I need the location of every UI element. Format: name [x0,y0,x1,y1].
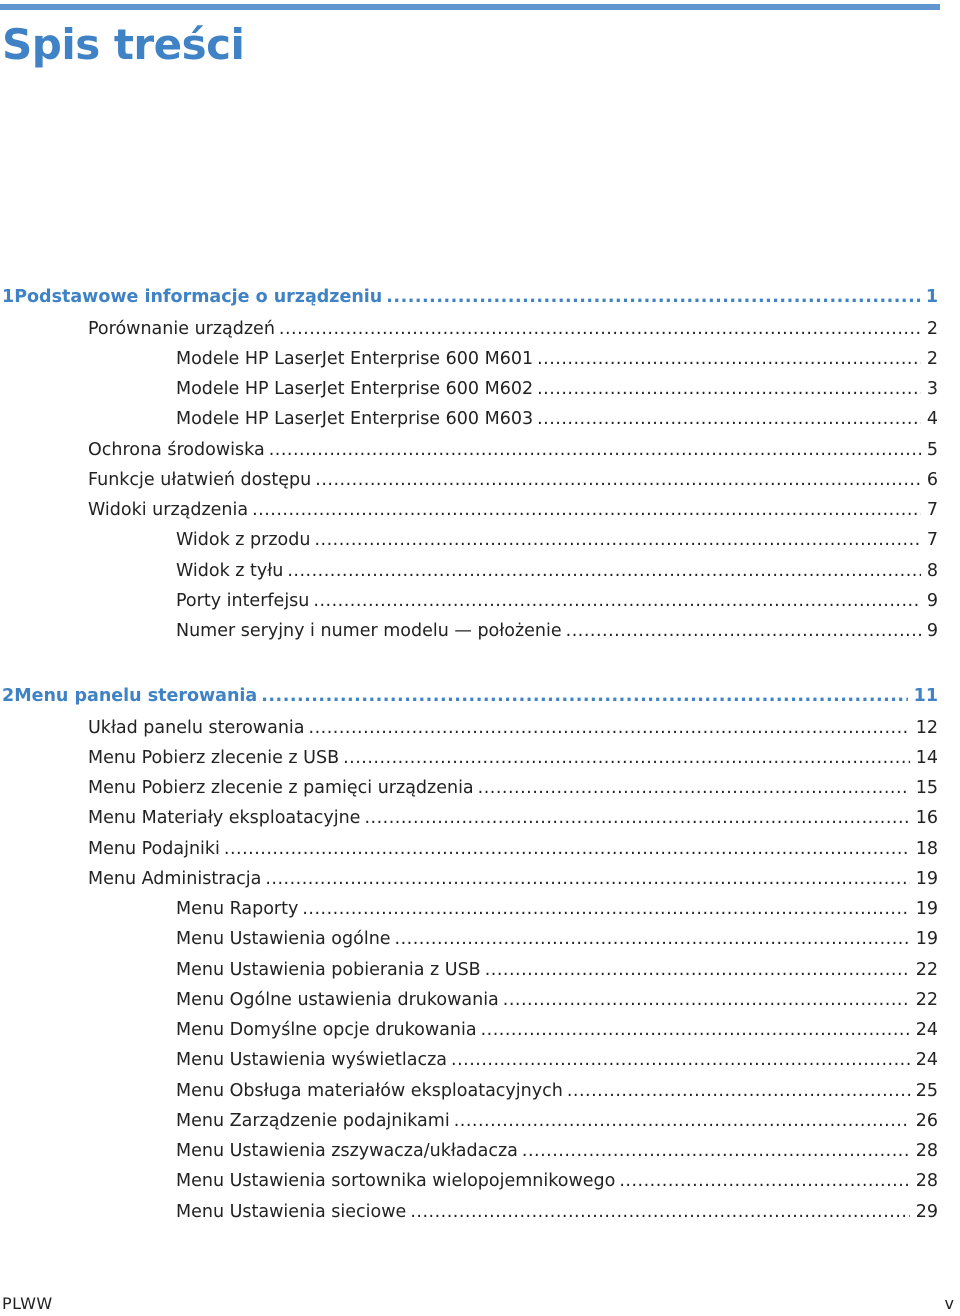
page-number: 9 [926,591,938,611]
dot-leader [313,586,920,616]
toc-entry-label: Modele HP LaserJet Enterprise 600 M602 [176,379,534,399]
toc-entry[interactable] [176,894,938,924]
toc-entry[interactable] [176,1106,938,1136]
page-number: 12 [915,718,938,738]
toc-entry[interactable] [88,773,938,803]
toc-entry[interactable] [176,1136,938,1166]
toc-entry-label: Menu Ustawienia sortownika wielopojemnikowego [176,1171,616,1191]
page-number: 7 [926,500,938,520]
toc-entry-label: Porównanie urządzeń [88,319,275,339]
dot-leader [522,1136,910,1166]
footer-page-number: v [944,1294,954,1313]
chapter-title: Podstawowe informacje o urządzeniu [14,287,383,307]
page-number: 24 [915,1020,938,1040]
toc-entry[interactable] [176,374,938,404]
dot-leader [224,834,910,864]
page-number: 28 [915,1141,938,1161]
dot-leader [314,525,920,555]
toc-entry-label: Widok z tyłu [176,561,284,581]
dot-leader [252,495,921,525]
page-number: 19 [915,869,938,889]
page-number: 3 [926,379,938,399]
page-number: 25 [915,1081,938,1101]
dot-leader [287,556,921,586]
dot-leader [619,1166,909,1196]
toc-entry[interactable] [176,556,938,586]
dot-leader [265,864,909,894]
page-number: 15 [915,778,938,798]
dot-leader [566,616,921,646]
toc-entry-label: Menu Ustawienia wyświetlacza [176,1050,448,1070]
page-number: 14 [915,748,938,768]
toc-entry-label: Menu Obsługa materiałów eksploatacyjnych [176,1081,563,1101]
toc-entry-label: Widoki urządzenia [88,500,249,520]
toc-chapter-2[interactable] [2,681,938,711]
dot-leader [386,282,920,312]
toc-entry[interactable] [176,586,938,616]
toc-entry[interactable] [176,924,938,954]
toc-entry[interactable] [88,864,938,894]
page-number: 4 [926,409,938,429]
dot-leader [315,465,921,495]
page-number: 2 [926,319,938,339]
page-number: 19 [915,899,938,919]
toc-entry-label: Menu Pobierz zlecenie z USB [88,748,340,768]
page-number: 9 [926,621,938,641]
toc-entry[interactable] [176,1045,938,1075]
toc-entry[interactable] [88,803,938,833]
toc-entry[interactable] [176,1015,938,1045]
toc-entry-label: Funkcje ułatwień dostępu [88,470,312,490]
dot-leader [537,344,921,374]
page-number: 6 [926,470,938,490]
dot-leader [503,985,910,1015]
toc-entry-label: Numer seryjny i numer modelu — położenie [176,621,562,641]
page-number: 2 [926,349,938,369]
top-rule [0,4,940,10]
page-number: 26 [915,1111,938,1131]
toc-entry-label: Menu Ustawienia zszywacza/układacza [176,1141,518,1161]
page-number: 5 [926,440,938,460]
toc-entry[interactable] [88,834,938,864]
dot-leader [269,435,921,465]
page-number: 29 [915,1202,938,1222]
dot-leader [261,681,907,711]
toc-entry-label: Ochrona środowiska [88,440,265,460]
toc-entry[interactable] [176,985,938,1015]
toc-entry-label: Menu Pobierz zlecenie z pamięci urządzenia [88,778,474,798]
page-number: 24 [915,1050,938,1070]
page-title: Spis treści [2,20,245,69]
toc-entry-label: Menu Administracja [88,869,262,889]
dot-leader [567,1076,910,1106]
page-number: 28 [915,1171,938,1191]
toc-entry[interactable] [176,344,938,374]
page-number: 7 [926,530,938,550]
dot-leader [410,1197,909,1227]
toc-entry[interactable] [88,435,938,465]
page-number: 8 [926,561,938,581]
toc-entry-label: Menu Podajniki [88,839,220,859]
page-number: 19 [915,929,938,949]
toc-entry[interactable] [88,713,938,743]
dot-leader [451,1045,910,1075]
toc-entry-label: Menu Ustawienia ogólne [176,929,391,949]
dot-leader [485,955,910,985]
toc-entry[interactable] [176,1076,938,1106]
toc-entry-label: Modele HP LaserJet Enterprise 600 M601 [176,349,534,369]
dot-leader [537,404,921,434]
dot-leader [537,374,921,404]
toc-entry[interactable] [88,495,938,525]
dot-leader [343,743,910,773]
chapter-number: 1 [2,287,15,307]
dot-leader [478,773,910,803]
toc-entry-label: Menu Ogólne ustawienia drukowania [176,990,499,1010]
toc-entry-label: Menu Ustawienia sieciowe [176,1202,407,1222]
toc-entry[interactable] [88,743,938,773]
toc-entry[interactable] [176,616,938,646]
toc-entry-label: Widok z przodu [176,530,311,550]
toc-entry-label: Menu Domyślne opcje drukowania [176,1020,477,1040]
dot-leader [481,1015,910,1045]
dot-leader [454,1106,910,1136]
dot-leader [279,314,921,344]
toc-entry-label: Menu Materiały eksploatacyjne [88,808,361,828]
toc-entry[interactable] [176,525,938,555]
dot-leader [364,803,909,833]
page-number: 16 [915,808,938,828]
toc-entry[interactable] [88,314,938,344]
toc-entry-label: Modele HP LaserJet Enterprise 600 M603 [176,409,534,429]
toc-entry-label: Menu Ustawienia pobierania z USB [176,960,481,980]
toc-entry[interactable] [88,465,938,495]
page-number: 11 [913,686,938,706]
toc-entry-label: Menu Zarządzenie podajnikami [176,1111,450,1131]
page-number: 18 [915,839,938,859]
dot-leader [395,924,910,954]
toc-entry[interactable] [176,404,938,434]
dot-leader [302,894,909,924]
page-number: 22 [915,990,938,1010]
toc-chapter-1[interactable] [2,282,938,312]
toc-entry-label: Porty interfejsu [176,591,310,611]
page-number: 1 [925,287,938,307]
toc-entry[interactable] [176,1166,938,1196]
page-number: 22 [915,960,938,980]
footer-locale-code: PLWW [2,1294,53,1313]
toc-entry[interactable] [176,1197,938,1227]
chapter-number: 2 [2,686,15,706]
toc-entry-label: Menu Raporty [176,899,299,919]
chapter-title: Menu panelu sterowania [14,686,258,706]
toc-entry-label: Układ panelu sterowania [88,718,305,738]
toc-entry[interactable] [176,955,938,985]
dot-leader [309,713,910,743]
